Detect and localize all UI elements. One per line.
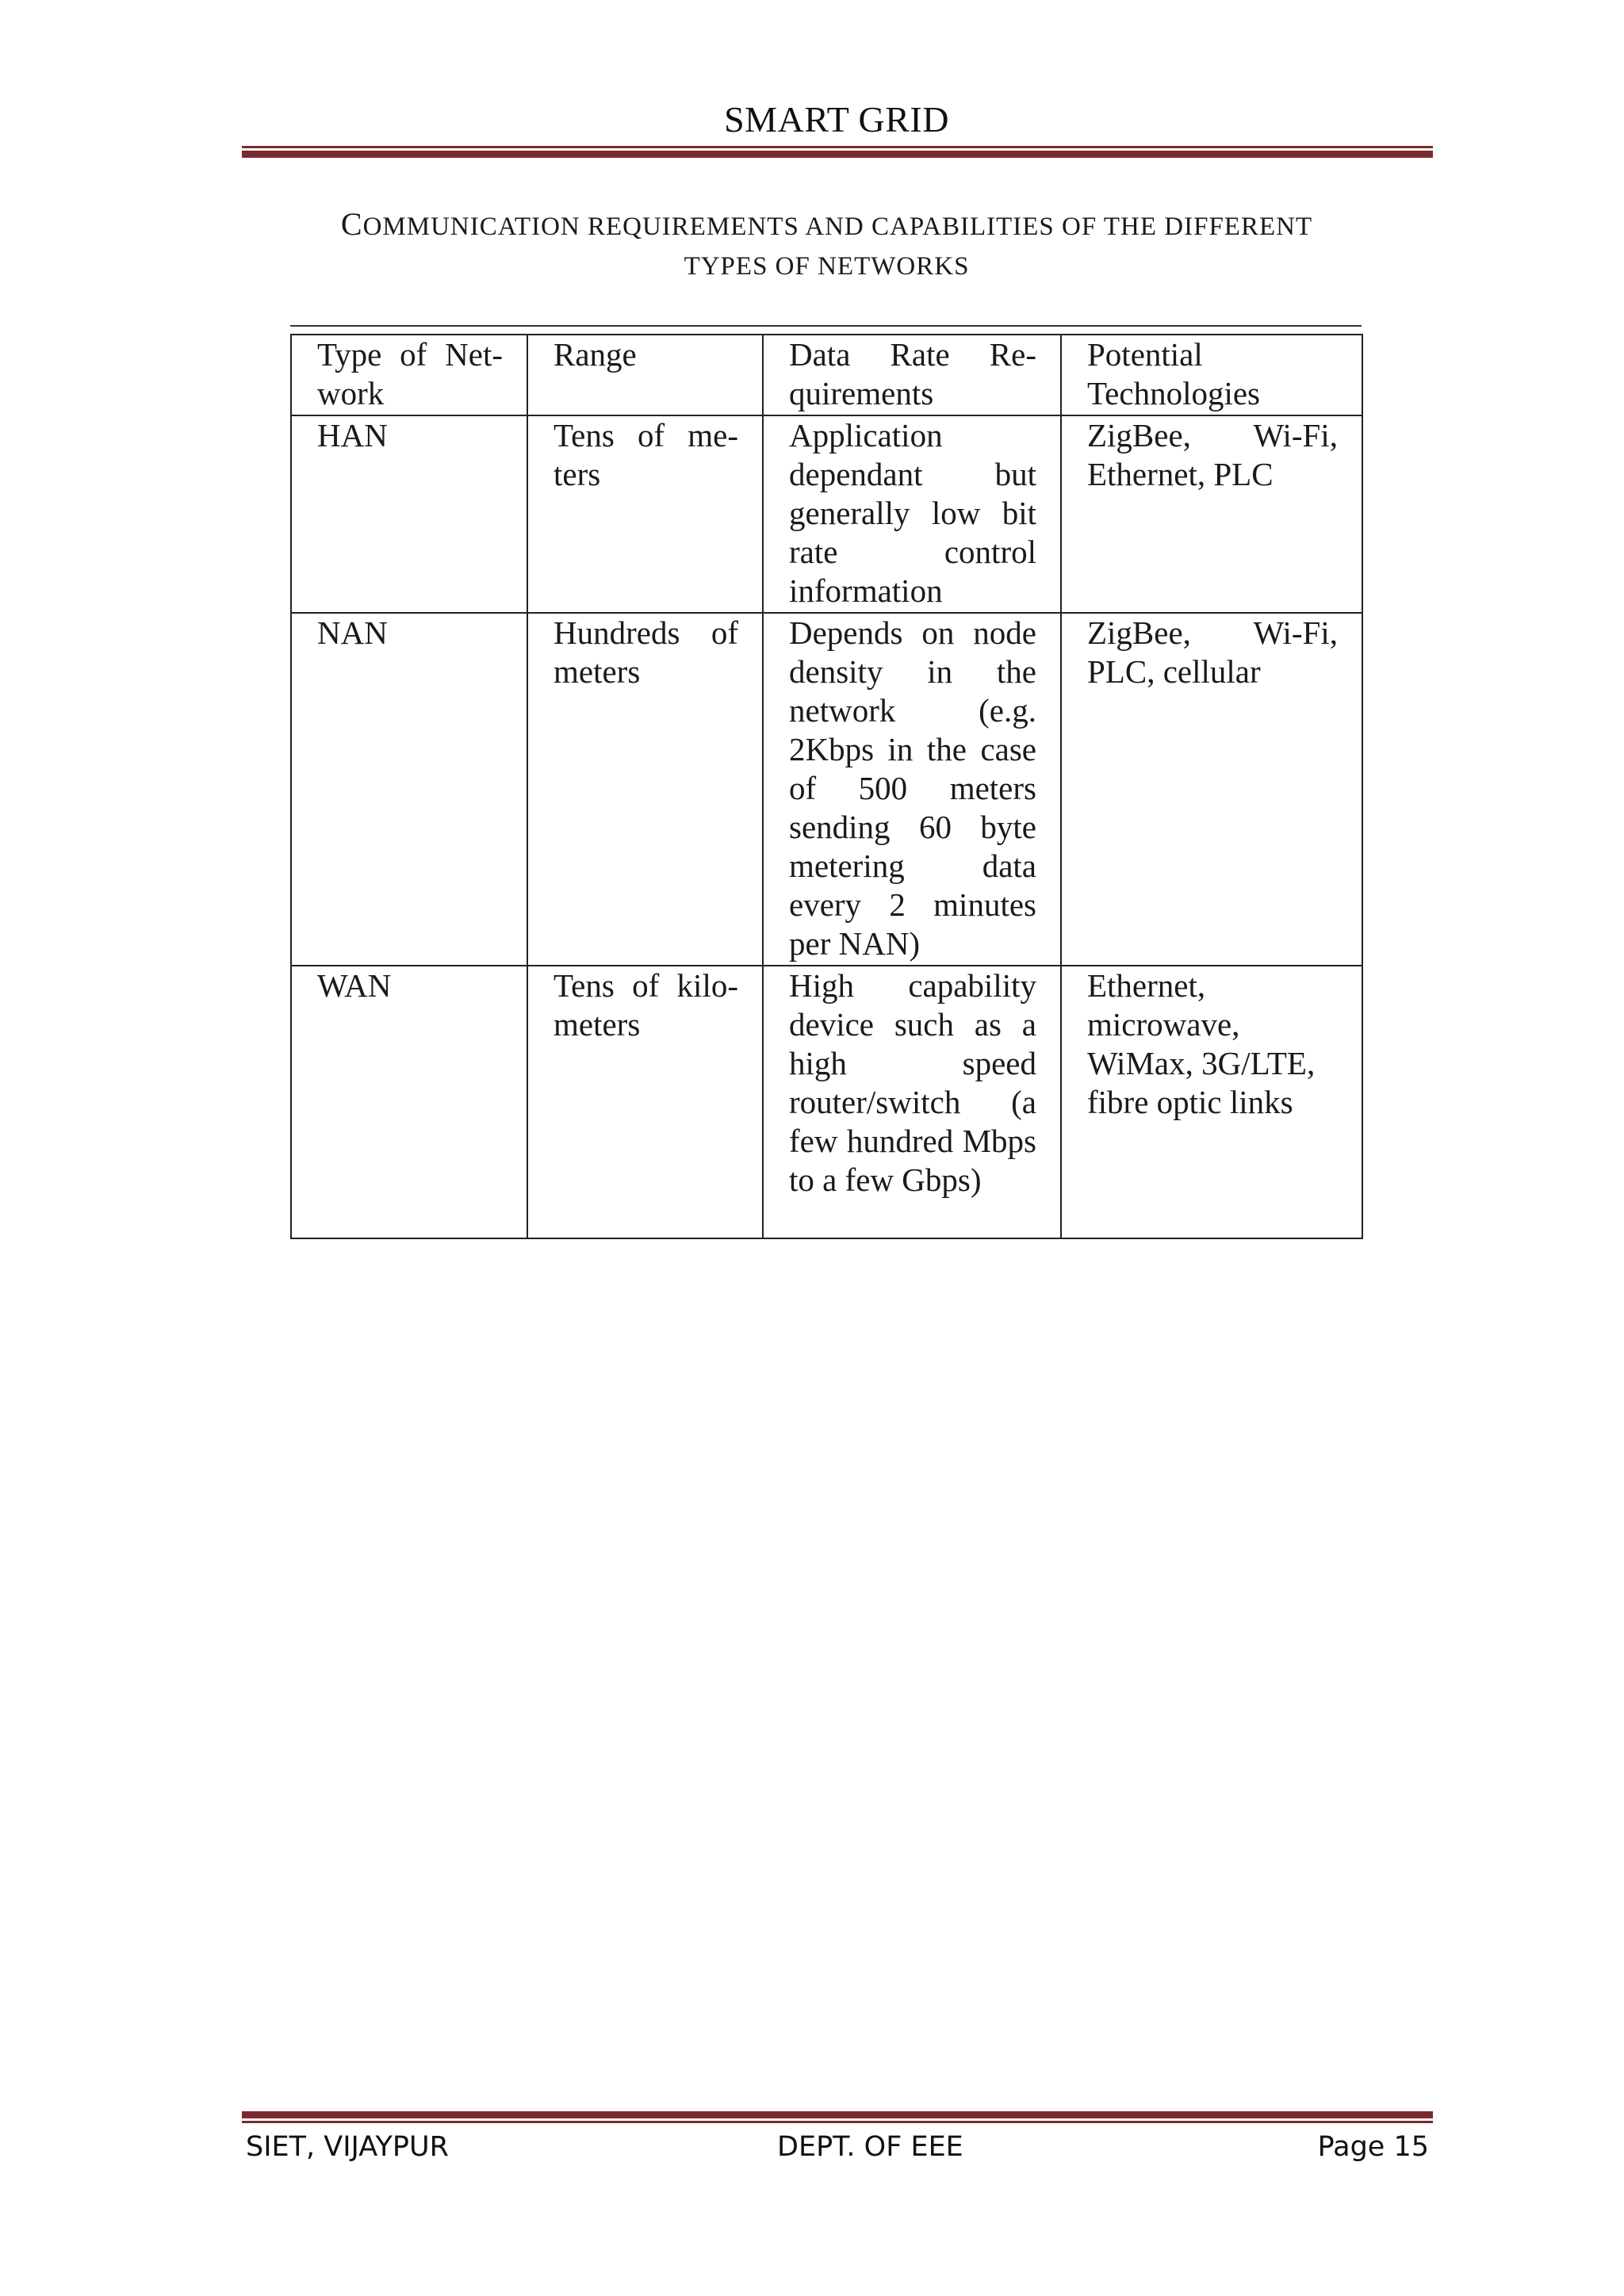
cell-technologies: ZigBee, Wi-Fi, PLC, cellular [1061,613,1362,966]
page-footer [246,2131,1429,2166]
network-requirements-table [290,334,1363,1239]
column-header-technologies: Potential Technologies [1061,335,1362,415]
cell-type: NAN [291,613,527,966]
footer-divider [242,2111,1433,2123]
caption-line-1-rest: OMMUNICATION REQUIREMENTS AND CAPABILITIES OF THE DIFFERENT [362,212,1313,241]
footer-department: DEPT. OF EEE [777,2131,963,2163]
column-header-data-rate: Data Rate Re- quirements [763,335,1061,415]
column-header-range: Range [527,335,763,415]
caption-line-1 [285,205,1368,247]
header-divider [242,146,1433,158]
table-row [291,613,1362,966]
table-caption [285,205,1368,286]
cell-data-rate: Application dependant but generally low bit rate control information [763,415,1061,613]
cell-type: WAN [291,966,527,1238]
cell-type: HAN [291,415,527,613]
table-header-row [291,335,1362,415]
cell-range: Tens of me- ters [527,415,763,613]
footer-page-number: Page 15 [1317,2131,1429,2163]
table-row [291,966,1362,1238]
table-top-rule [290,325,1362,327]
footer-institution: SIET, VIJAYPUR [246,2131,449,2163]
caption-initial: C [340,206,363,242]
table-row [291,415,1362,613]
cell-data-rate: High capability device such as a high speed router/switch (a few hundred Mbps to a few Gbps) [763,966,1061,1238]
cell-range: Hundreds of meters [527,613,763,966]
page-header-title: SMART GRID [724,99,949,140]
cell-technologies: ZigBee, Wi-Fi, Ethernet, PLC [1061,415,1362,613]
caption-line-2: TYPES OF NETWORKS [684,252,970,281]
column-header-type: Type of Net- work [291,335,527,415]
cell-data-rate: Depends on node density in the network (e.g. 2Kbps in the case of 500 meters sending 60 byte metering data every 2 minutes per NAN) [763,613,1061,966]
cell-technologies: Ethernet, microwave, WiMax, 3G/LTE, fibre optic links [1061,966,1362,1238]
cell-range: Tens of kilo- meters [527,966,763,1238]
